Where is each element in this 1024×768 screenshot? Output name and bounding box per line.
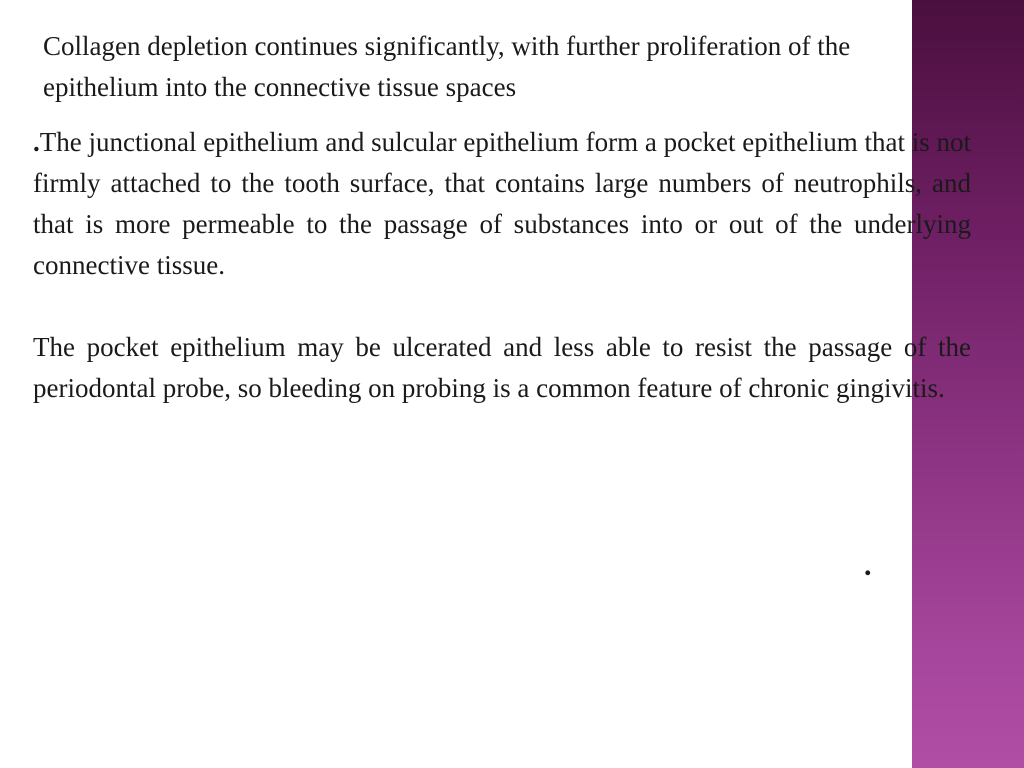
trailing-dot: . (864, 549, 872, 582)
paragraph-text: The junctional epithelium and sulcular epithelium form a pocket epithelium that is not firmly attached to the tooth surface, that contains large numbers of neutrophils, and that is more permeable to the passage of substances into or out of the underlying connective tissue. (33, 127, 972, 280)
paragraph-lead-dot: . (33, 127, 40, 157)
paragraph-pocket-epithelium (33, 122, 971, 286)
paragraph-bleeding-on-probing (33, 327, 971, 409)
slide-heading: Collagen depletion continues significantly, with further proliferation of the epithelium into the connective tissue spaces (43, 31, 851, 102)
paragraph-text: The pocket epithelium may be ulcerated and less able to resist the passage of the periodontal probe, so bleeding on probing is a common feature of chronic gingivitis. (33, 332, 971, 403)
slide-body (33, 122, 971, 409)
